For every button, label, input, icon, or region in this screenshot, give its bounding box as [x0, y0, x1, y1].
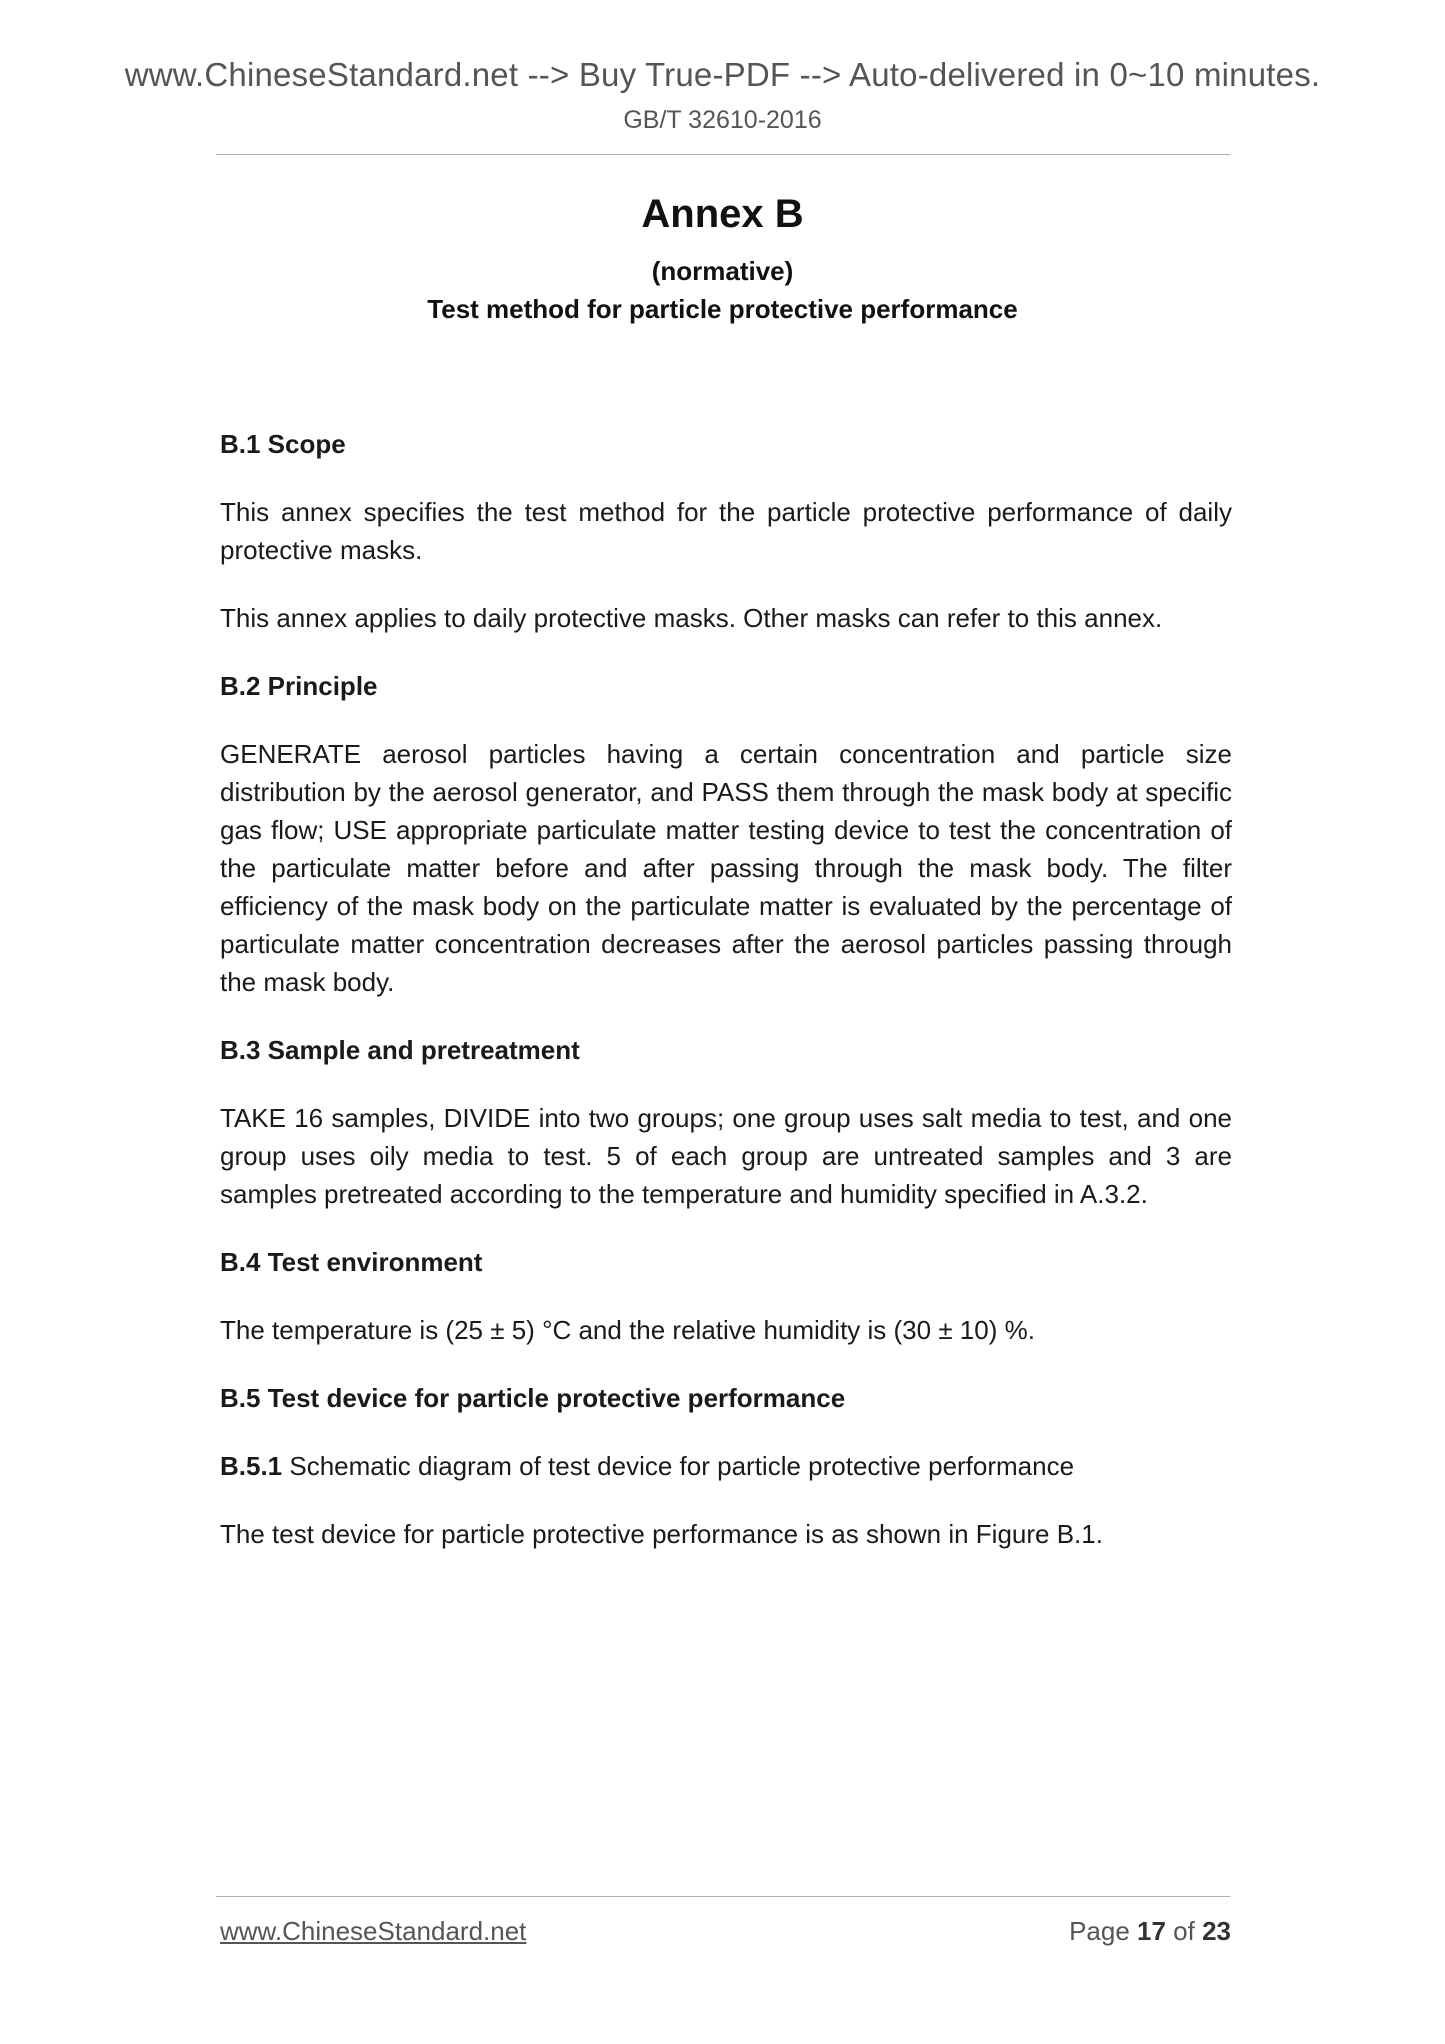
page-of: of [1165, 1916, 1203, 1946]
page-total: 23 [1202, 1916, 1231, 1946]
page-number [1069, 1916, 1231, 1947]
section-b2-paragraph-1: GENERATE aerosol particles having a certain concentration and particle size distribution by the aerosol generator, and PASS them through the mask body at specific gas flow; USE appropriate particulate matter testing device to test the concentration of the particulate matter before and after passing through the mask body. The filter efficiency of the mask body on the particulate matter is evaluated by the percentage of particulate matter concentration decreases after the aerosol particles passing through the mask body. [220, 739, 1232, 997]
header-banner: www.ChineseStandard.net --> Buy True-PDF --> Auto-delivered in 0~10 minutes. [124, 56, 1321, 93]
section-heading-b5: B.5 Test device for particle protective performance [220, 1383, 846, 1413]
annex-type: (normative) [651, 256, 794, 286]
subsection-b51 [220, 1447, 1232, 1485]
annex-subtitle: Test method for particle protective performance [427, 294, 1018, 324]
header-divider [216, 154, 1230, 155]
section-heading-b3: B.3 Sample and pretreatment [220, 1035, 580, 1065]
subsection-b51-number: B.5.1 [220, 1451, 283, 1481]
section-b3-paragraph-1: TAKE 16 samples, DIVIDE into two groups; one group uses salt media to test, and one group uses oily media to test. 5 of each group are untreated samples and 3 are samples pretreated according to the temperature and humidity specified in A.3.2. [220, 1103, 1232, 1209]
annex-title: Annex B [641, 192, 804, 236]
section-heading-b1: B.1 Scope [220, 429, 346, 459]
footer-divider [216, 1896, 1230, 1897]
section-b1-paragraph-2: This annex applies to daily protective masks. Other masks can refer to this annex. [220, 603, 1163, 633]
section-heading-b2: B.2 Principle [220, 671, 378, 701]
subsection-b51-text: Schematic diagram of test device for particle protective performance [282, 1451, 1075, 1481]
page-prefix: Page [1069, 1916, 1138, 1946]
page-current: 17 [1137, 1916, 1166, 1946]
document-body [220, 425, 1232, 1583]
section-b5-paragraph-1: The test device for particle protective performance is as shown in Figure B.1. [220, 1519, 1103, 1549]
section-b1-paragraph-1: This annex specifies the test method for the particle protective performance of daily protective masks. [220, 497, 1232, 565]
section-b4-paragraph-1: The temperature is (25 ± 5) °C and the relative humidity is (30 ± 10) %. [220, 1315, 1035, 1345]
section-heading-b4: B.4 Test environment [220, 1247, 483, 1277]
standard-id: GB/T 32610-2016 [623, 106, 822, 134]
footer-website-link[interactable]: www.ChineseStandard.net [220, 1916, 527, 1946]
